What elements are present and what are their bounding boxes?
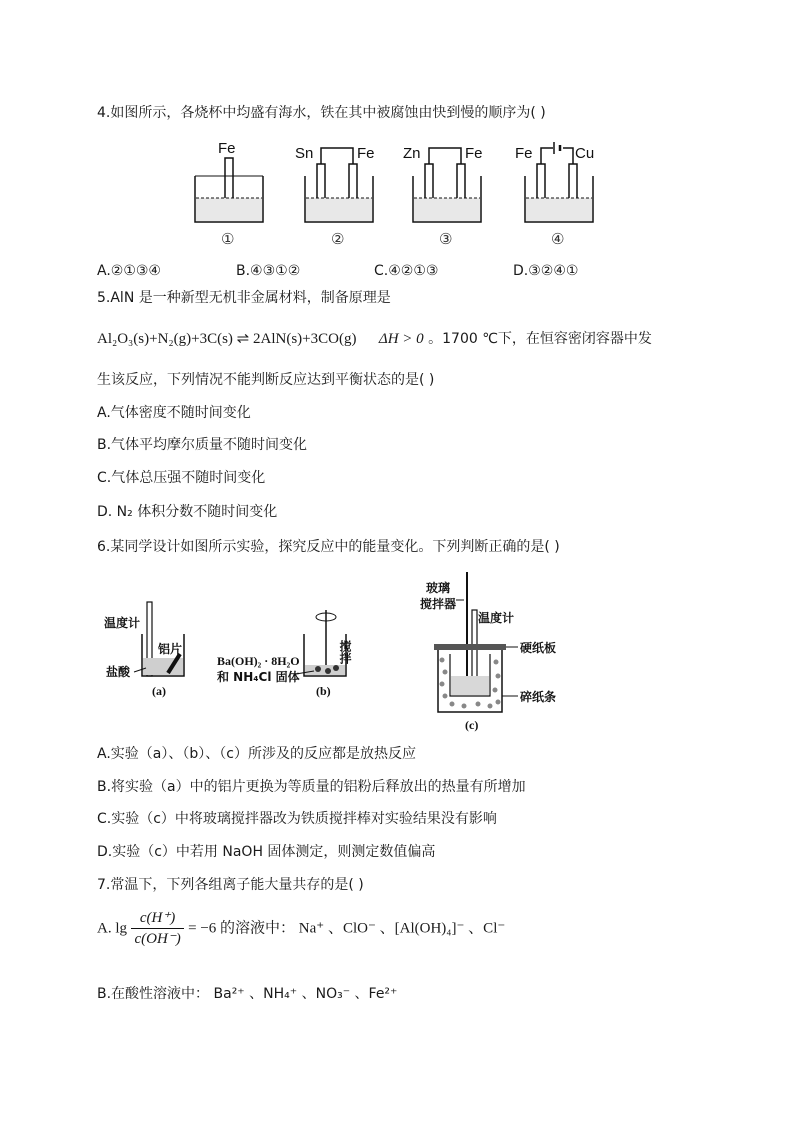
fig-a-metal-label: 铝片 — [158, 642, 183, 656]
beaker-2-right-label: Fe — [357, 145, 375, 162]
q7-option-a-rest: = −6 的溶液中： Na⁺ 、ClO⁻ 、[Al(OH)₄]⁻ 、Cl⁻ — [188, 920, 506, 937]
beaker-3 — [403, 145, 483, 248]
fig-c-thermometer-label: 温度计 — [478, 611, 515, 625]
beaker-2-number: ② — [331, 230, 345, 248]
fig-b-solid-line2: 和 NH₄Cl 固体 — [217, 670, 300, 684]
fig-b-caption: (b) — [316, 684, 331, 698]
experiment-a — [104, 602, 184, 698]
q5-option-a: A.气体密度不随时间变化 — [97, 405, 251, 421]
q6-option-b: B.将实验（a）中的铝片更换为等质量的铝粉后释放出的热量有所增加 — [97, 779, 526, 795]
q4-beaker-figure — [185, 138, 605, 250]
q5-option-d: D. N₂ 体积分数不随时间变化 — [97, 504, 278, 520]
fig-b-solid-line1: Ba(OH)₂ · 8H₂O — [217, 654, 300, 668]
q5-delta-h: ΔH > 0 — [378, 331, 424, 347]
experiment-c — [420, 572, 556, 732]
q7-stem: 7.常温下，下列各组离子能大量共存的是( ) — [97, 877, 364, 893]
q4-option-b: B.④③①② — [236, 263, 301, 279]
fig-a-thermometer-label: 温度计 — [104, 616, 141, 630]
q5-condition: 。1700 ℃下，在恒容密闭容器中发 — [428, 331, 652, 347]
q7-option-a-prefix: A. lg — [97, 920, 127, 937]
q6-option-d: D.实验（c）中若用 NaOH 固体测定，则测定数值偏高 — [97, 844, 436, 860]
beaker-4-right-label: Cu — [575, 145, 595, 162]
beaker-4 — [515, 142, 594, 248]
fig-b-stir-label: 搅拌 — [338, 640, 352, 664]
q7-option-a — [97, 908, 505, 949]
fig-c-board-label: 硬纸板 — [520, 641, 557, 655]
board-icon — [434, 644, 506, 650]
q6-figure — [100, 570, 600, 735]
experiment-b — [217, 610, 352, 698]
q4-stem: 4.如图所示，各烧杯中均盛有海水，铁在其中被腐蚀由快到慢的顺序为( ) — [97, 105, 546, 121]
q6-stem: 6.某同学设计如图所示实验，探究反应中的能量变化。下列判断正确的是( ) — [97, 539, 560, 555]
beaker-3-left-label: Zn — [403, 145, 421, 162]
q7-fraction-denominator: c(OH⁻) — [134, 931, 181, 947]
q6-option-a: A.实验（a）、（b）、（c）所涉及的反应都是放热反应 — [97, 746, 416, 762]
beaker-2-left-label: Sn — [295, 145, 314, 162]
q4-option-a: A.②①③④ — [97, 263, 161, 279]
beaker-3-right-label: Fe — [465, 145, 483, 162]
beaker-1 — [195, 140, 263, 248]
q4-option-c: C.④②①③ — [374, 263, 439, 279]
q5-stem: 5.AlN 是一种新型无机非金属材料，制备原理是 — [97, 290, 391, 306]
beaker-2 — [295, 145, 375, 248]
q5-line2: 生该反应，下列情况不能判断反应达到平衡状态的是( ) — [97, 372, 435, 388]
q7-fraction — [131, 908, 183, 949]
beaker-3-number: ③ — [439, 230, 453, 248]
q5-equation-line — [97, 330, 652, 348]
q6-option-c: C.实验（c）中将玻璃搅拌器改为铁质搅拌棒对实验结果没有影响 — [97, 811, 497, 827]
q7-option-b: B.在酸性溶液中： Ba²⁺ 、NH₄⁺ 、NO₃⁻ 、Fe²⁺ — [97, 986, 398, 1002]
beaker-4-left-label: Fe — [515, 145, 533, 162]
fig-c-stirrer-label-1: 玻璃 — [426, 581, 451, 595]
q5-option-c: C.气体总压强不随时间变化 — [97, 470, 266, 486]
fig-c-stirrer-label-2: 搅拌器 — [420, 597, 457, 611]
beaker-1-right-label: Fe — [218, 140, 236, 157]
q4-option-d: D.③②④① — [513, 263, 579, 279]
fig-a-acid-label: 盐酸 — [106, 665, 131, 679]
beaker-4-number: ④ — [551, 230, 565, 248]
fig-a-caption: (a) — [152, 684, 166, 698]
q5-option-b: B.气体平均摩尔质量不随时间变化 — [97, 437, 308, 453]
fig-c-paper-label: 碎纸条 — [520, 690, 557, 704]
q5-equation: Al₂O₃(s)+N₂(g)+3C(s) ⇌ 2AlN(s)+3CO(g) — [97, 331, 357, 347]
beaker-1-number: ① — [221, 230, 235, 248]
fig-c-caption: (c) — [465, 718, 479, 732]
q7-fraction-numerator: c(H⁺) — [131, 908, 183, 929]
